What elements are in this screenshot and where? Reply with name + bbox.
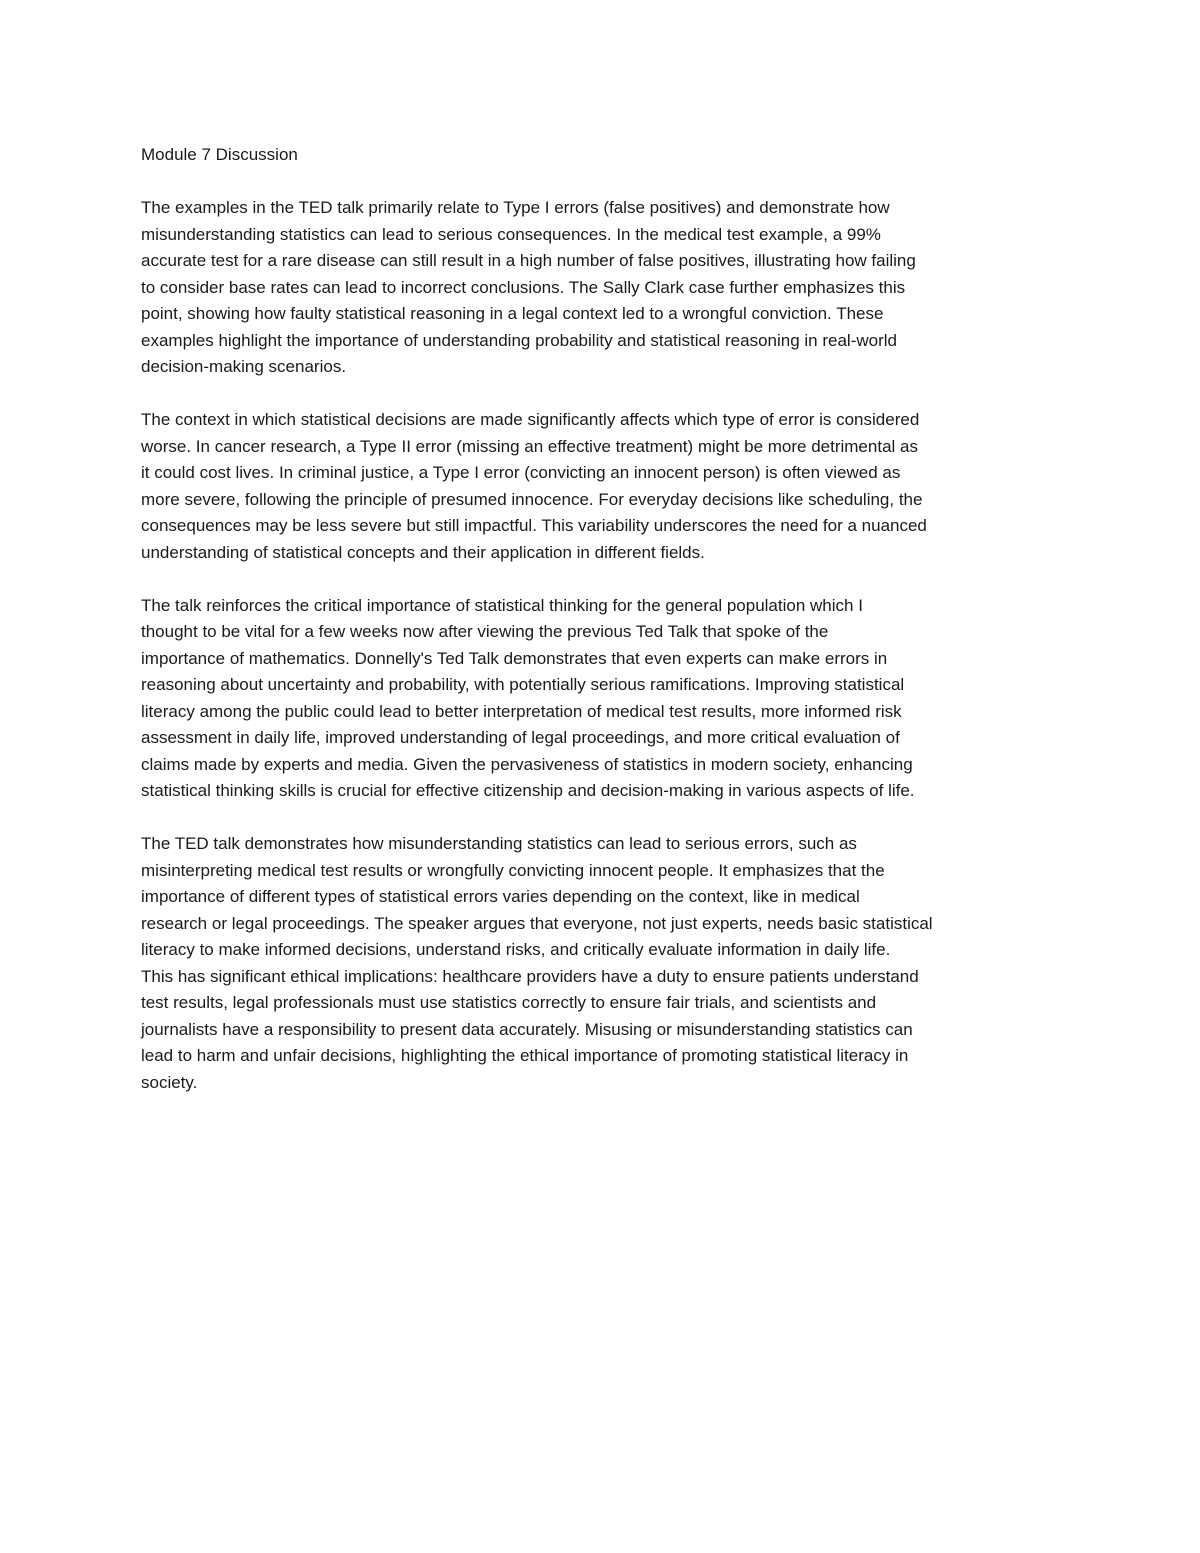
paragraph-line: examples highlight the importance of understanding probability and statistical reasoning in real-world — [141, 330, 897, 350]
paragraph-line: literacy to make informed decisions, understand risks, and critically evaluate information in daily life. — [141, 940, 891, 959]
paragraph-line: decision-making scenarios. — [141, 357, 347, 376]
paragraph-line: claims made by experts and media. Given the pervasiveness of statistics in modern society, enhancing — [141, 754, 913, 774]
paragraph-line: accurate test for a rare disease can still result in a high number of false positives, illustrating how failing — [141, 251, 916, 270]
paragraph-line: importance of mathematics. Donnelly's Ted Talk demonstrates that even experts can make errors in — [141, 648, 888, 668]
paragraph-line: to consider base rates can lead to incorrect conclusions. The Sally Clark case further emphasizes this — [141, 277, 906, 297]
paragraph-line: The examples in the TED talk primarily relate to Type I errors (false positives) and demonstrate how — [141, 198, 890, 217]
paragraph-line: The TED talk demonstrates how misunderstanding statistics can lead to serious errors, such as — [141, 834, 857, 853]
paragraph-line: test results, legal professionals must use statistics correctly to ensure fair trials, and scientists and — [141, 993, 877, 1012]
paragraph-line: lead to harm and unfair decisions, highlighting the ethical importance of promoting statistical literacy in — [141, 1046, 909, 1065]
paragraph-line: statistical thinking skills is crucial for effective citizenship and decision-making in various aspects of life. — [141, 781, 915, 800]
paragraph-line: research or legal proceedings. The speaker argues that everyone, not just experts, needs basic statistical — [141, 913, 933, 933]
paragraph-4 — [141, 831, 1056, 1096]
paragraph-line: reasoning about uncertainty and probability, with potentially serious ramifications. Improving statistical — [141, 675, 905, 694]
paragraph-line: it could cost lives. In criminal justice, a Type I error (convicting an innocent person) is often viewed as — [141, 463, 901, 482]
paragraph-line: thought to be vital for a few weeks now after viewing the previous Ted Talk that spoke of the — [141, 622, 829, 641]
paragraph-line: assessment in daily life, improved understanding of legal proceedings, and more critical evaluation of — [141, 728, 900, 747]
document-title: Module 7 Discussion — [141, 145, 298, 164]
paragraph-3 — [141, 593, 1056, 805]
paragraph-line: The context in which statistical decisions are made significantly affects which type of error is considered — [141, 410, 920, 429]
paragraph-line: The talk reinforces the critical importance of statistical thinking for the general population which I — [141, 595, 863, 615]
paragraph-line: worse. In cancer research, a Type II error (missing an effective treatment) might be more detrimental as — [141, 436, 918, 456]
paragraph-line: importance of different types of statistical errors varies depending on the context, like in medical — [141, 887, 860, 906]
paragraph-line: journalists have a responsibility to present data accurately. Misusing or misunderstanding statistics can — [141, 1019, 913, 1039]
paragraph-line: consequences may be less severe but still impactful. This variability underscores the need for a nuanced — [141, 516, 927, 535]
paragraph-line: literacy among the public could lead to better interpretation of medical test results, more informed risk — [141, 701, 902, 721]
paragraph-1 — [141, 195, 1056, 381]
paragraph-line: more severe, following the principle of presumed innocence. For everyday decisions like scheduling, the — [141, 489, 923, 509]
document-body — [141, 142, 1056, 1123]
paragraph-line: point, showing how faulty statistical reasoning in a legal context led to a wrongful conviction. These — [141, 304, 884, 323]
paragraph-line: society. — [141, 1072, 198, 1092]
paragraph-line: misunderstanding statistics can lead to serious consequences. In the medical test example, a 99% — [141, 224, 881, 244]
paragraph-line: understanding of statistical concepts and their application in different fields. — [141, 542, 705, 562]
paragraph-line: This has significant ethical implications: healthcare providers have a duty to ensure patients understand — [141, 966, 919, 986]
paragraph-line: misinterpreting medical test results or wrongfully convicting innocent people. It emphasizes that the — [141, 860, 885, 880]
paragraph-2 — [141, 407, 1056, 566]
